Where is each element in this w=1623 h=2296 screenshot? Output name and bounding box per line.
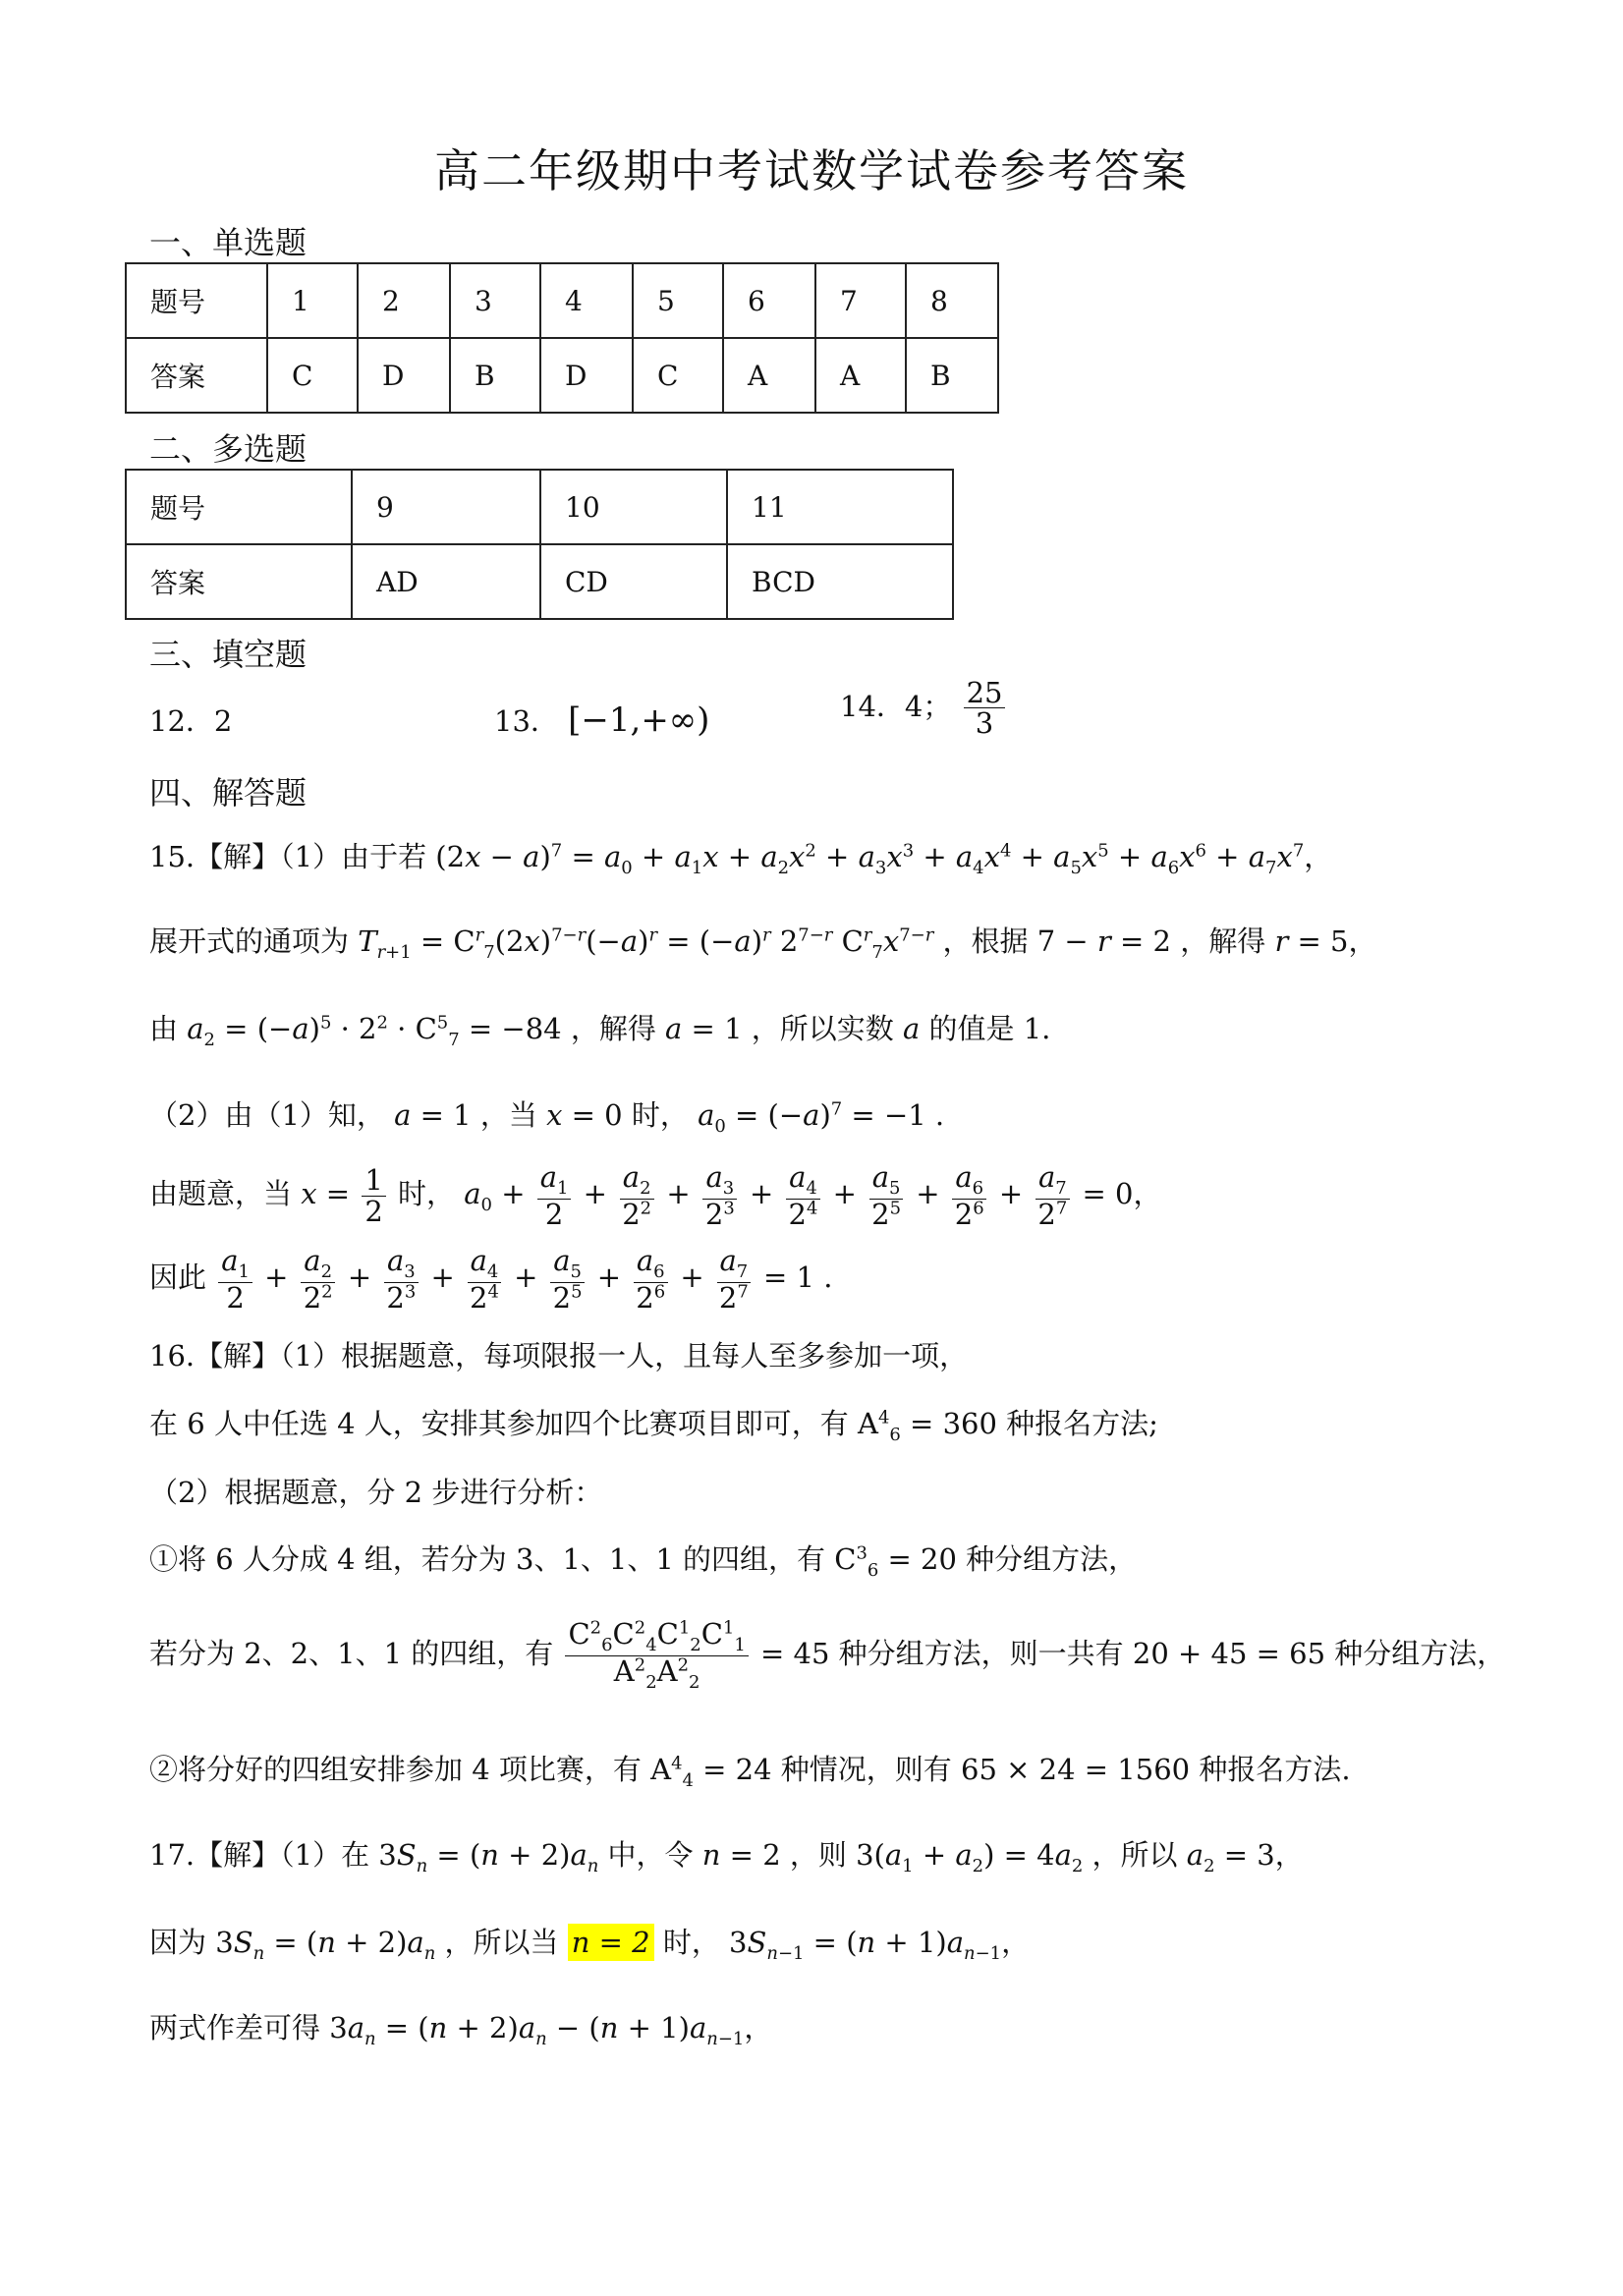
section-heading-multi-choice: 二、多选题 xyxy=(149,430,308,468)
table-cell: 题号 xyxy=(126,263,267,338)
solution-16-line-6: ②将分好的四组安排参加 4 项比赛，有 $A^4_4 = 24$ 种情况，则有 65 × 24 = 1560 种报名方法. xyxy=(149,1753,1351,1791)
table-row xyxy=(126,544,953,619)
answer-q12: 12．2 xyxy=(149,704,233,738)
highlighted-expression: n = 2 xyxy=(568,1924,654,1961)
table-cell: CD xyxy=(540,544,727,619)
table-row xyxy=(126,338,998,413)
math-expression: $(2x - a)^7 = a_0 + a_1x + a_2x^2 + a_3x^3 + a_4x^4 + a_5x^5 + a_6x^6 + a_7x^7$， xyxy=(435,840,1333,878)
table-cell: A xyxy=(815,338,906,413)
math-expression: $\frac{a_1}{2}$ + $\frac{a_2}{2^2}$ + $\frac{a_3}{2^3}$ + $\frac{a_4}{2^4}$ + $\frac{a_5}{2^5}$ + $\frac{a_6}{2^6}$ + $\frac{a_7}{2^7}$ = 1 . xyxy=(215,1260,832,1294)
table-cell: 10 xyxy=(540,470,727,544)
table-cell: 答案 xyxy=(126,338,267,413)
section-heading-fill-blank: 三、填空题 xyxy=(149,636,308,673)
solution-16-line-2: 在 6 人中任选 4 人，安排其参加四个比赛项目即可，有 $A^4_6 = 360$ 种报名方法; xyxy=(149,1407,1158,1445)
table-cell: 8 xyxy=(906,263,998,338)
math-expression: $T_{r+1} = C^r_7(2x)^{7-r}(-a)^r = (-a)^r$ $2^{7-r}$ $C^r_7x^{7-r}$ xyxy=(358,924,934,963)
table-cell: C xyxy=(633,338,723,413)
table-cell: 1 xyxy=(267,263,358,338)
solution-17-line-1: 17.【解】（1）在 $3S_n = (n + 2)a_n$ 中，令 n = 2 ，则 $3(a_1 + a_2) = 4a_2$ ，所以 $a_2 = 3$， xyxy=(149,1838,1304,1876)
math-expression: $a_2 = (-a)^5 \cdot 2^2 \cdot C^5_7 = -84$ xyxy=(187,1012,562,1050)
table-cell: C xyxy=(267,338,358,413)
table-cell: 6 xyxy=(723,263,815,338)
section-heading-single-choice: 一、单选题 xyxy=(149,224,308,261)
table-cell: 2 xyxy=(358,263,450,338)
table-cell: 9 xyxy=(352,470,540,544)
solution-15-line-3: 由 $a_2 = (-a)^5 \cdot 2^2 \cdot C^5_7 = -84$ ，解得 a = 1 ，所以实数 a 的值是 1. xyxy=(149,1012,1051,1050)
answer-q13 xyxy=(494,700,709,740)
table-cell: D xyxy=(540,338,633,413)
single-choice-table xyxy=(125,262,999,414)
table-cell: 11 xyxy=(727,470,953,544)
solution-15-line-4: （2）由（1）知， a = 1 ，当 x = 0 时， $a_0 = (-a)^7 = -1$ . xyxy=(149,1098,945,1137)
solution-16-line-5: 若分为 2、2、1、1 的四组，有 $\frac{C^2_6C^2_4C^1_2C^1_1}{A^2_2A^2_2}$ = 45 种分组方法，则一共有 20 + 45 = 65 种分组方法， xyxy=(149,1617,1506,1693)
solution-16-line-4: ①将 6 人分成 4 组，若分为 3、1、1、1 的四组，有 $C^3_6 = 20$ 种分组方法， xyxy=(149,1542,1138,1581)
solution-15-line-2: 展开式的通项为 $T_{r+1} = C^r_7(2x)^{7-r}(-a)^r = (-a)^r$ $2^{7-r}$ $C^r_7x^{7-r}$ ，根据 7 − r = 2 ，解得 r = 5， xyxy=(149,924,1377,963)
table-cell: 4 xyxy=(540,263,633,338)
table-cell: A xyxy=(723,338,815,413)
table-cell: 3 xyxy=(450,263,540,338)
answer-q14 xyxy=(840,678,1008,739)
table-cell: B xyxy=(906,338,998,413)
multi-choice-table xyxy=(125,469,954,620)
table-cell: B xyxy=(450,338,540,413)
solution-17-line-2: 因为 $3S_n = (n + 2)a_n$ ，所以当 n = 2 时， $3S_{n-1} = (n + 1)a_{n-1}$， xyxy=(149,1926,1031,1964)
answer-label: 13． xyxy=(494,704,559,738)
table-cell: D xyxy=(358,338,450,413)
table-cell: 题号 xyxy=(126,470,352,544)
table-row xyxy=(126,470,953,544)
table-cell: AD xyxy=(352,544,540,619)
math-expression: $a_0$ + $\frac{a_1}{2}$ + $\frac{a_2}{2^2}$ + $\frac{a_3}{2^3}$ + $\frac{a_4}{2^4}$ + $\frac{a_5}{2^5}$ + $\frac{a_6}{2^6}$ + $\frac{a_7}{2^7}$ = 0， xyxy=(464,1160,1162,1231)
solution-15-line-5: 由题意，当 x = $\frac{1}{2}$ 时， $a_0$ + $\frac{a_1}{2}$ + $\frac{a_2}{2^2}$ + $\frac{a_3}{2^3}$ + $\frac{a_4}{2^4}$ + $\frac{a_5}{2^5}$ + $\frac{a_6}{2^6}$ + $\frac{a_7}{2^7}$ = 0， xyxy=(149,1160,1162,1231)
fraction: $\frac{25}{3}$ xyxy=(964,678,1006,739)
solution-15-line-1: 15.【解】（1）由于若 $(2x - a)^7 = a_0 + a_1x + a_2x^2 + a_3x^3 + a_4x^4 + a_5x^5 + a_6x^6 + a_7x^7$， xyxy=(149,840,1333,878)
solution-16-line-3: （2）根据题意，分 2 步进行分析： xyxy=(149,1476,603,1509)
table-cell: 7 xyxy=(815,263,906,338)
solution-16-line-1: 16.【解】（1）根据题意，每项限报一人，且每人至多参加一项， xyxy=(149,1339,969,1372)
solution-15-line-6: 因此 $\frac{a_1}{2}$ + $\frac{a_2}{2^2}$ + $\frac{a_3}{2^3}$ + $\frac{a_4}{2^4}$ + $\frac{a_5}{2^5}$ + $\frac{a_6}{2^6}$ + $\frac{a_7}{2^7}$ = 1 . xyxy=(149,1244,833,1315)
solution-17-line-3: 两式作差可得 $3a_n = (n + 2)a_n - (n + 1)a_{n-1}$， xyxy=(149,2011,773,2049)
section-heading-solutions: 四、解答题 xyxy=(149,774,308,812)
table-cell: 答案 xyxy=(126,544,352,619)
table-cell: 5 xyxy=(633,263,723,338)
table-cell: BCD xyxy=(727,544,953,619)
answer-value: [−1,+∞) xyxy=(568,700,710,740)
table-row xyxy=(126,263,998,338)
answer-label: 14．4； xyxy=(840,689,952,723)
page-title: 高二年级期中考试数学试卷参考答案 xyxy=(434,144,1189,197)
